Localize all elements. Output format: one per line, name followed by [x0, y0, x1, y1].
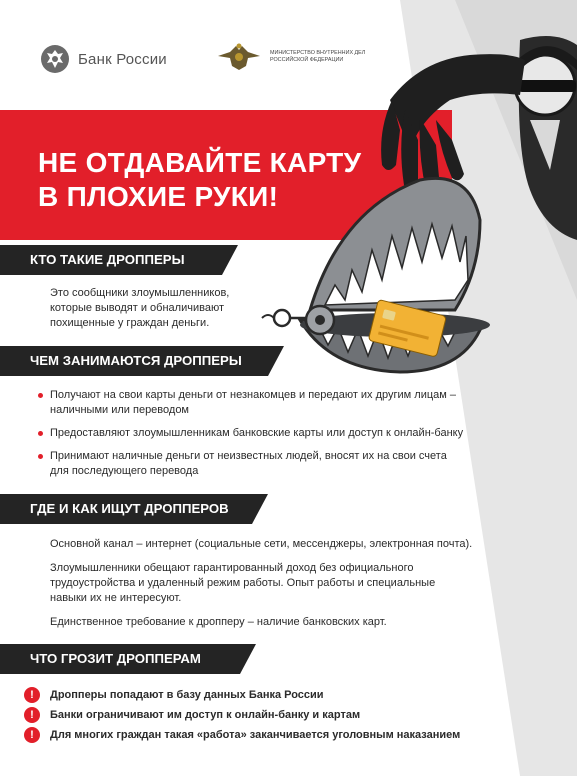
where-paragraph-2: Злоумышленники обещают гарантированный доход без официального трудоустройства и удаленный режим работы. Опыт работы и специальные навыки их не интересуют.	[50, 562, 436, 604]
section-what-heading: ЧЕМ ЗАНИМАЮТСЯ ДРОППЕРЫ	[0, 346, 268, 376]
where-paragraph-3: Единственное требование к дропперу – наличие банковских карт.	[50, 616, 387, 628]
title-line-1: НЕ ОТДАВАЙТЕ КАРТУ	[38, 147, 362, 178]
who-text-line: похищенные у граждан деньги.	[50, 317, 210, 329]
section-what-list	[38, 388, 538, 487]
where-paragraph-1: Основной канал – интернет (социальные сети, мессенджеры, электронная почта).	[50, 538, 473, 550]
section-threat-list	[24, 685, 460, 745]
section-who-heading: КТО ТАКИЕ ДРОППЕРЫ	[0, 245, 222, 275]
warning-icon: !	[24, 707, 40, 723]
section-where-heading: ГДЕ И КАК ИЩУТ ДРОППЕРОВ	[0, 494, 252, 524]
title-line-2: В ПЛОХИЕ РУКИ!	[38, 181, 279, 212]
list-item: ! Для многих граждан такая «работа» заканчивается уголовным наказанием	[24, 725, 460, 745]
section-where-text	[50, 537, 560, 630]
who-text-line: которые выводят и обналичивают	[50, 302, 224, 314]
warning-icon: !	[24, 687, 40, 703]
section-who-text	[50, 286, 280, 331]
mvd-name: МИНИСТЕРСТВО ВНУТРЕННИХ ДЕЛ РОССИЙСКОЙ ФЕДЕРАЦИИ	[270, 50, 366, 63]
who-text-line: Это сообщники злоумышленников,	[50, 287, 230, 299]
section-threat-heading: ЧТО ГРОЗИТ ДРОППЕРАМ	[0, 644, 240, 674]
list-item: Предоставляют злоумышленникам банковские карты или доступ к онлайн-банку	[38, 426, 538, 441]
list-item: ! Банки ограничивают им доступ к онлайн-банку и картам	[24, 705, 460, 725]
bank-name: Банк России	[78, 50, 167, 68]
list-item: Принимают наличные деньги от неизвестных людей, вносят их на свои счета для последующего перевода	[38, 449, 538, 479]
eagle-emblem-icon	[40, 44, 70, 74]
trap-illustration	[250, 0, 577, 390]
list-item: ! Дропперы попадают в базу данных Банка России	[24, 685, 460, 705]
list-item: Получают на свои карты деньги от незнакомцев и передают их другим лицам – наличными или переводом	[38, 388, 538, 418]
warning-icon: !	[24, 727, 40, 743]
bank-of-russia-logo	[40, 44, 167, 74]
